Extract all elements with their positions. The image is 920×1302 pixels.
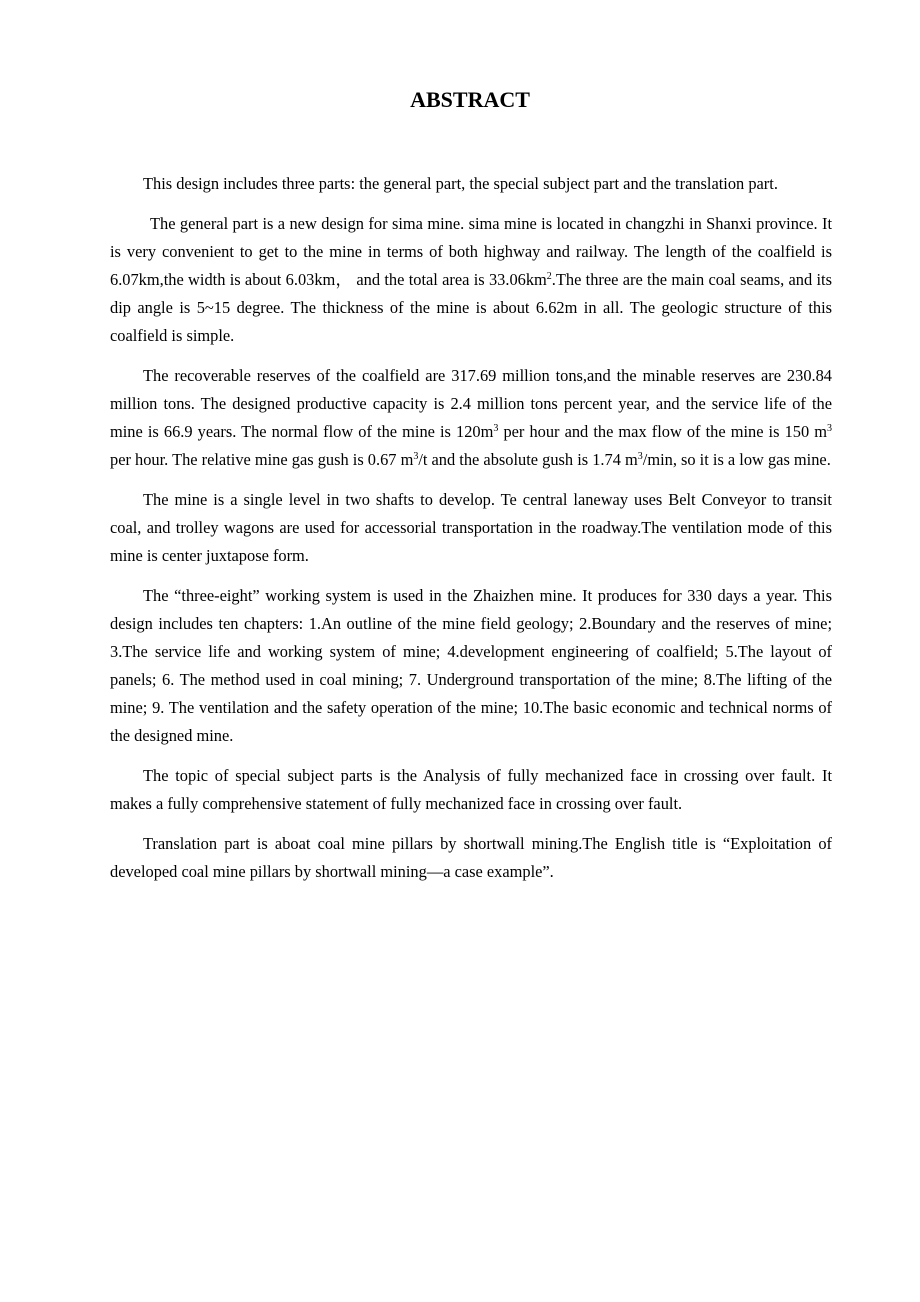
- paragraph-general-part: [110, 210, 832, 350]
- superscript: 3: [493, 423, 499, 434]
- paragraph-translation: Translation part is aboat coal mine pillars by shortwall mining.The English title is “Exploitation of developed coal mine pillars by shortwall mining—a case example”.: [110, 834, 832, 881]
- abstract-title: ABSTRACT: [410, 87, 530, 112]
- abstract-body: [110, 170, 832, 898]
- paragraph-text: per hour and the max flow of the mine is 150 m: [498, 422, 827, 441]
- paragraph-reserves: [110, 362, 832, 474]
- superscript: 3: [637, 451, 643, 462]
- paragraph-text: The general part is a new design for sima mine. sima mine is located in changzhi in Shanxi province. It is very convenient to get to the mine in terms of both highway and railway. The length of the coalfield is 6.07km,the width is about 6.03km， and the total area is 33.06km: [110, 214, 832, 289]
- paragraph-text: /min, so it is a low gas mine.: [642, 450, 831, 469]
- superscript: 2: [546, 271, 552, 282]
- paragraph-chapters: The “three-eight” working system is used in the Zhaizhen mine. It produces for 330 days a year. This design includes ten chapters: 1.An outline of the mine field geology; 2.Boundary and the reserves of mine; 3.The service life and working system of mine; 4.development engineering of coalfield; 5.The layout of panels; 6. The method used in coal mining; 7. Underground transportation of the mine; 8.The lifting of the mine; 9. The ventilation and the safety operation of the mine; 10.The basic economic and technical norms of the designed mine.: [110, 586, 832, 745]
- paragraph-special-subject: The topic of special subject parts is the Analysis of fully mechanized face in crossing over fault. It makes a fully comprehensive statement of fully mechanized face in crossing over fault.: [110, 766, 832, 813]
- paragraph-text: The recoverable reserves of the coalfield are 317.69 million tons,and the minable reserves are 230.84 million tons. The designed productive capacity is 2.4 million tons percent year, and the service life of the mine is 66.9 years. The normal flow of the mine is 120m: [110, 366, 832, 441]
- paragraph-text: .The three are the main coal seams, and its dip angle is 5~15 degree. The thickness of the mine is about 6.62m in all. The geologic structure of this coalfield is simple.: [110, 270, 832, 345]
- superscript: 3: [413, 451, 419, 462]
- paragraph-development: The mine is a single level in two shafts to develop. Te central laneway uses Belt Conveyor to transit coal, and trolley wagons are used for accessorial transportation in the roadway.The ventilation mode of this mine is center juxtapose form.: [110, 490, 832, 565]
- paragraph-text: /t and the absolute gush is 1.74 m: [418, 450, 638, 469]
- paragraph-overview: This design includes three parts: the general part, the special subject part and the translation part.: [143, 174, 778, 193]
- superscript: 3: [827, 423, 832, 434]
- paragraph-text: per hour. The relative mine gas gush is 0.67 m: [110, 450, 414, 469]
